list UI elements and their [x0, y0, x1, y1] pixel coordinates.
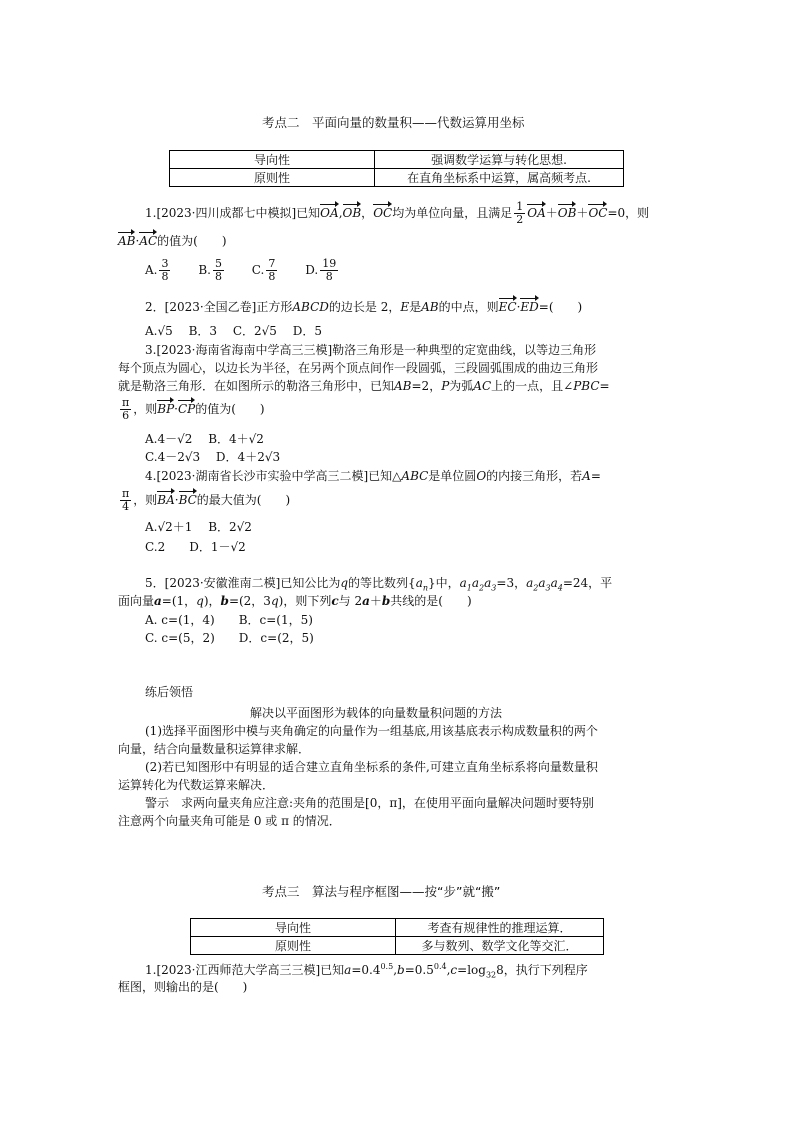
q4-line2: $\frac{\pi}{4}$ ，则BA·BC的最大值为( ) [122, 487, 291, 513]
q3-options-ab: A.4－√2 B．4＋√2 [145, 432, 264, 446]
table-cell: 强调数学运算与转化思想. [375, 151, 624, 169]
q5-options-cd: C. c=(5，2) D．c=(2，5) [145, 631, 314, 645]
q3-line2: 每个顶点为圆心，以边长为半径，在另两个顶点间作一段圆弧，三段圆弧围成的曲边三角形 [118, 361, 599, 375]
section3-title: 考点三 算法与程序框图——按“步”就“搬” [262, 884, 501, 899]
table-cell: 导向性 [191, 919, 396, 937]
table-cell: 原则性 [170, 169, 375, 187]
table-row [170, 169, 624, 187]
reflection-p1a: (1)选择平面图形中模与夹角确定的向量作为一组基底,用该基底表示构成数量积的两个 [145, 724, 598, 738]
reflection-p2b: 运算转化为代数运算来解决． [118, 778, 275, 792]
q1-options: A. $\frac{3}{8}$ B. $\frac{5}{8}$ C. $\frac{7}{8}$ D. $\frac{19}{8}$ [145, 257, 337, 283]
q3-line3: 就是勒洛三角形．在如图所示的勒洛三角形中，已知AB=2，P为弧AC上的一点，且∠PBC= [118, 379, 610, 393]
q3-line1: 3.[2023·海南省海南中学高三三模]勒洛三角形是一种典型的定宽曲线，以等边三角形 [145, 343, 597, 357]
reflection-heading: 解决以平面图形为载体的向量数量积问题的方法 [250, 706, 503, 720]
reflection-p3b: 注意两个向量夹角可能是 0 或 π 的情况． [118, 814, 341, 828]
q3-options-cd: C.4－2√3 D．4＋2√3 [145, 450, 281, 464]
q4-options-ab: A.√2＋1 B．2√2 [145, 520, 252, 534]
q4-line1: 4.[2023·湖南省长沙市实验中学高三二模]已知△ABC是单位圆O的内接三角形，若A= [145, 469, 601, 483]
q5-line1: 5．[2023·安徽淮南二模]已知公比为q的等比数列$\{a_n\}$中，$a_1a_2a_3=3$，$a_2a_3a_4=24$，平 [145, 576, 613, 593]
table-cell: 在直角坐标系中运算，属高频考点. [375, 169, 624, 187]
reflection-p1b: 向量，结合向量数量积运算律求解． [118, 742, 311, 756]
q5-options-ab: A. c=(1，4) B．c=(1，5) [145, 613, 313, 627]
q2-options: A.√5 B．3 C．2√5 D．5 [145, 324, 323, 338]
q2-line1: 2．[2023·全国乙卷]正方形ABCD的边长是 2，E是AB的中点，则EC·ED=( ) [145, 300, 583, 314]
reflection-p2a: (2)若已知图形中有明显的适合建立直角坐标系的条件,可建立直角坐标系将向量数量积 [145, 760, 598, 774]
table-cell: 考查有规律性的推理运算． [396, 919, 604, 937]
q3-line4: $\frac{\pi}{6}$ ，则BP·CP的值为( ) [122, 396, 265, 422]
reflection-label: 练后领悟 [145, 685, 194, 699]
q1-line2: AB·AC的值为( ) [118, 234, 227, 248]
table-cell: 多与数列、数学文化等交汇． [396, 937, 604, 955]
section3-table [190, 918, 604, 955]
table-row [170, 151, 624, 169]
q1-line1: 1.[2023·四川成都七中模拟]已知OA,OB，OC均为单位向量，且满足 $\frac{1}{2}$ OA＋OB＋OC=0，则 [145, 200, 650, 226]
section2-title: 考点二 平面向量的数量积——代数运算用坐标 [262, 115, 525, 130]
table-cell: 原则性 [191, 937, 396, 955]
table-row [191, 919, 604, 937]
reflection-p3a: 警示 求两向量夹角应注意:夹角的范围是[0，π]，在使用平面向量解决问题时要特别 [145, 796, 594, 810]
q31-line1: 1.[2023·江西师范大学高三三模]已知$a=0.4^{0.5},b=0.5^{0.4},c=\log_{32}8$，执行下列程序 [145, 962, 588, 980]
table-cell: 导向性 [170, 151, 375, 169]
q4-options-cd: C.2 D．1－√2 [145, 540, 246, 554]
q31-line2: 框图，则输出的是( ) [118, 980, 248, 994]
q5-line2: 面向量a=(1，q)，b=(2，3q)，则下列c与 2a＋b共线的是( ) [118, 594, 472, 608]
table-row [191, 937, 604, 955]
section2-table [169, 150, 624, 187]
